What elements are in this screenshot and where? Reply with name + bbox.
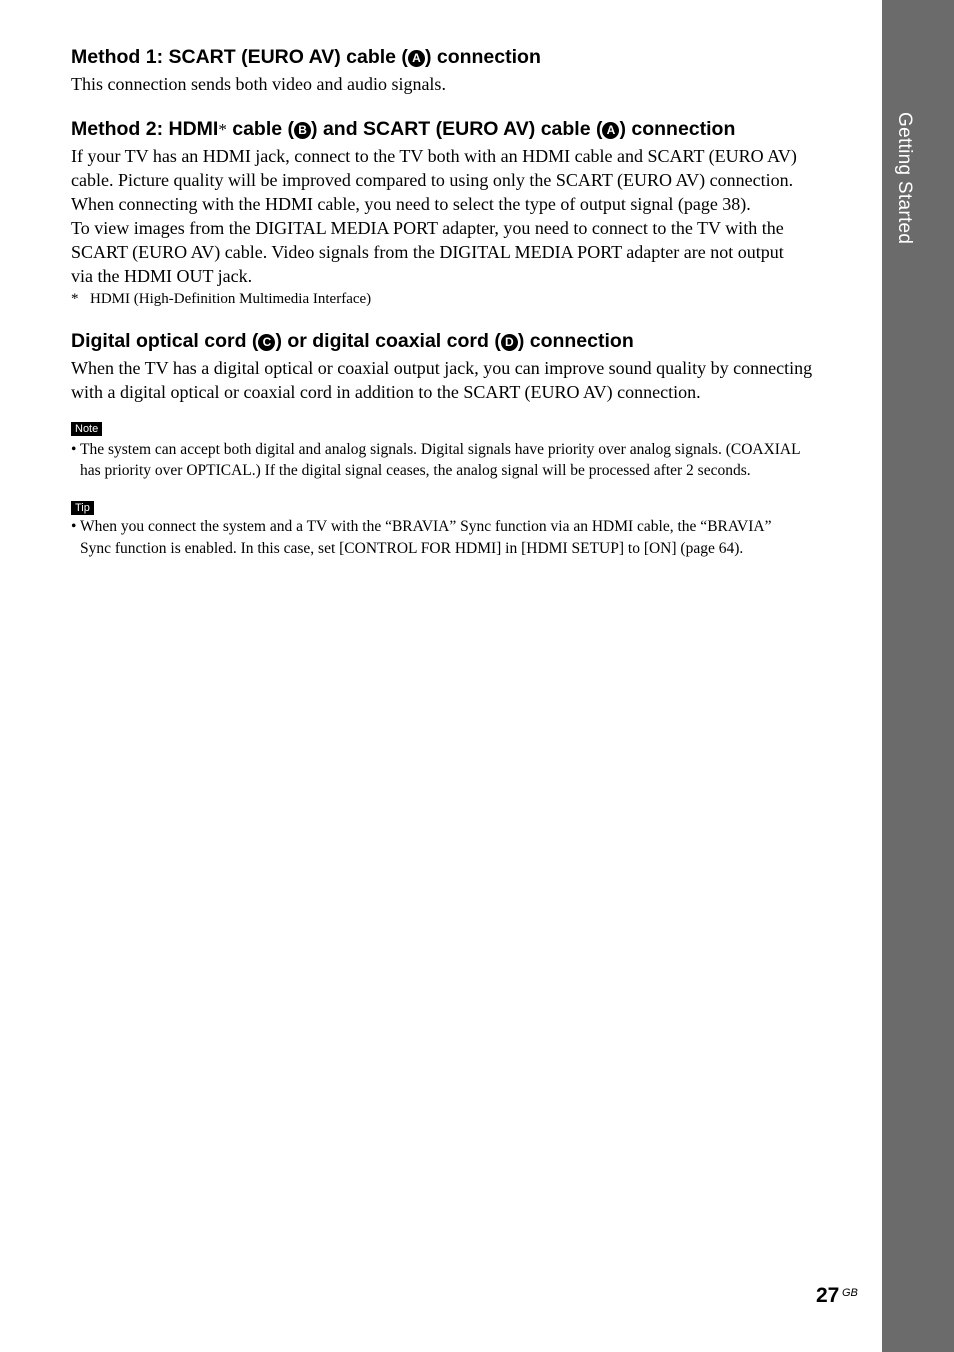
method2-body-line: To view images from the DIGITAL MEDIA PORT adapter, you need to connect to the TV with the xyxy=(71,218,784,238)
page-number-suffix: GB xyxy=(842,1287,858,1299)
method2-body-line: If your TV has an HDMI jack, connect to the TV both with an HDMI cable and SCART (EURO AV) xyxy=(71,146,797,166)
section-tab-label: Getting Started xyxy=(894,112,915,245)
method1-heading: Method 1: SCART (EURO AV) cable ( A ) connection xyxy=(71,46,541,68)
note-line: has priority over OPTICAL.) If the digital signal ceases, the analog signal will be processed after 2 seconds. xyxy=(80,462,751,479)
digital-body-line: When the TV has a digital optical or coaxial output jack, you can improve sound quality by connecting xyxy=(71,358,813,378)
tip-line: Sync function is enabled. In this case, set [CONTROL FOR HDMI] in [HDMI SETUP] to [ON] (page 64). xyxy=(80,540,744,557)
badge-c-icon: C xyxy=(258,334,275,351)
badge-a-icon: A xyxy=(602,122,619,139)
tip-line: • When you connect the system and a TV with the “BRAVIA” Sync function via an HDMI cable, the “BRAVIA” xyxy=(71,518,772,535)
method2-body-line: via the HDMI OUT jack. xyxy=(71,266,253,286)
hdmi-footnote: * HDMI (High-Definition Multimedia Interface) xyxy=(71,291,372,307)
method2-body-line: When connecting with the HDMI cable, you need to select the type of output signal (page 38). xyxy=(71,194,751,214)
method2-heading: Method 2: HDMI* cable ( B ) and SCART (EURO AV) cable ( A ) connection xyxy=(71,118,736,140)
badge-b-icon: B xyxy=(294,122,311,139)
method2-body-line: cable. Picture quality will be improved compared to using only the SCART (EURO AV) connection. xyxy=(71,170,794,190)
badge-a-icon: A xyxy=(408,50,425,67)
badge-d-icon: D xyxy=(501,334,518,351)
tip-label: Tip xyxy=(71,501,94,515)
method1-body: This connection sends both video and audio signals. xyxy=(71,74,446,94)
digital-heading: Digital optical cord ( C ) or digital coaxial cord ( D ) connection xyxy=(71,330,634,352)
digital-body-line: with a digital optical or coaxial cord in addition to the SCART (EURO AV) connection. xyxy=(71,382,701,402)
note-line: • The system can accept both digital and analog signals. Digital signals have priority over analog signals. (COAXIAL xyxy=(71,441,801,458)
note-label: Note xyxy=(71,422,102,436)
page-number: 27 xyxy=(816,1284,840,1307)
method2-body-line: SCART (EURO AV) cable. Video signals from the DIGITAL MEDIA PORT adapter are not output xyxy=(71,242,784,262)
